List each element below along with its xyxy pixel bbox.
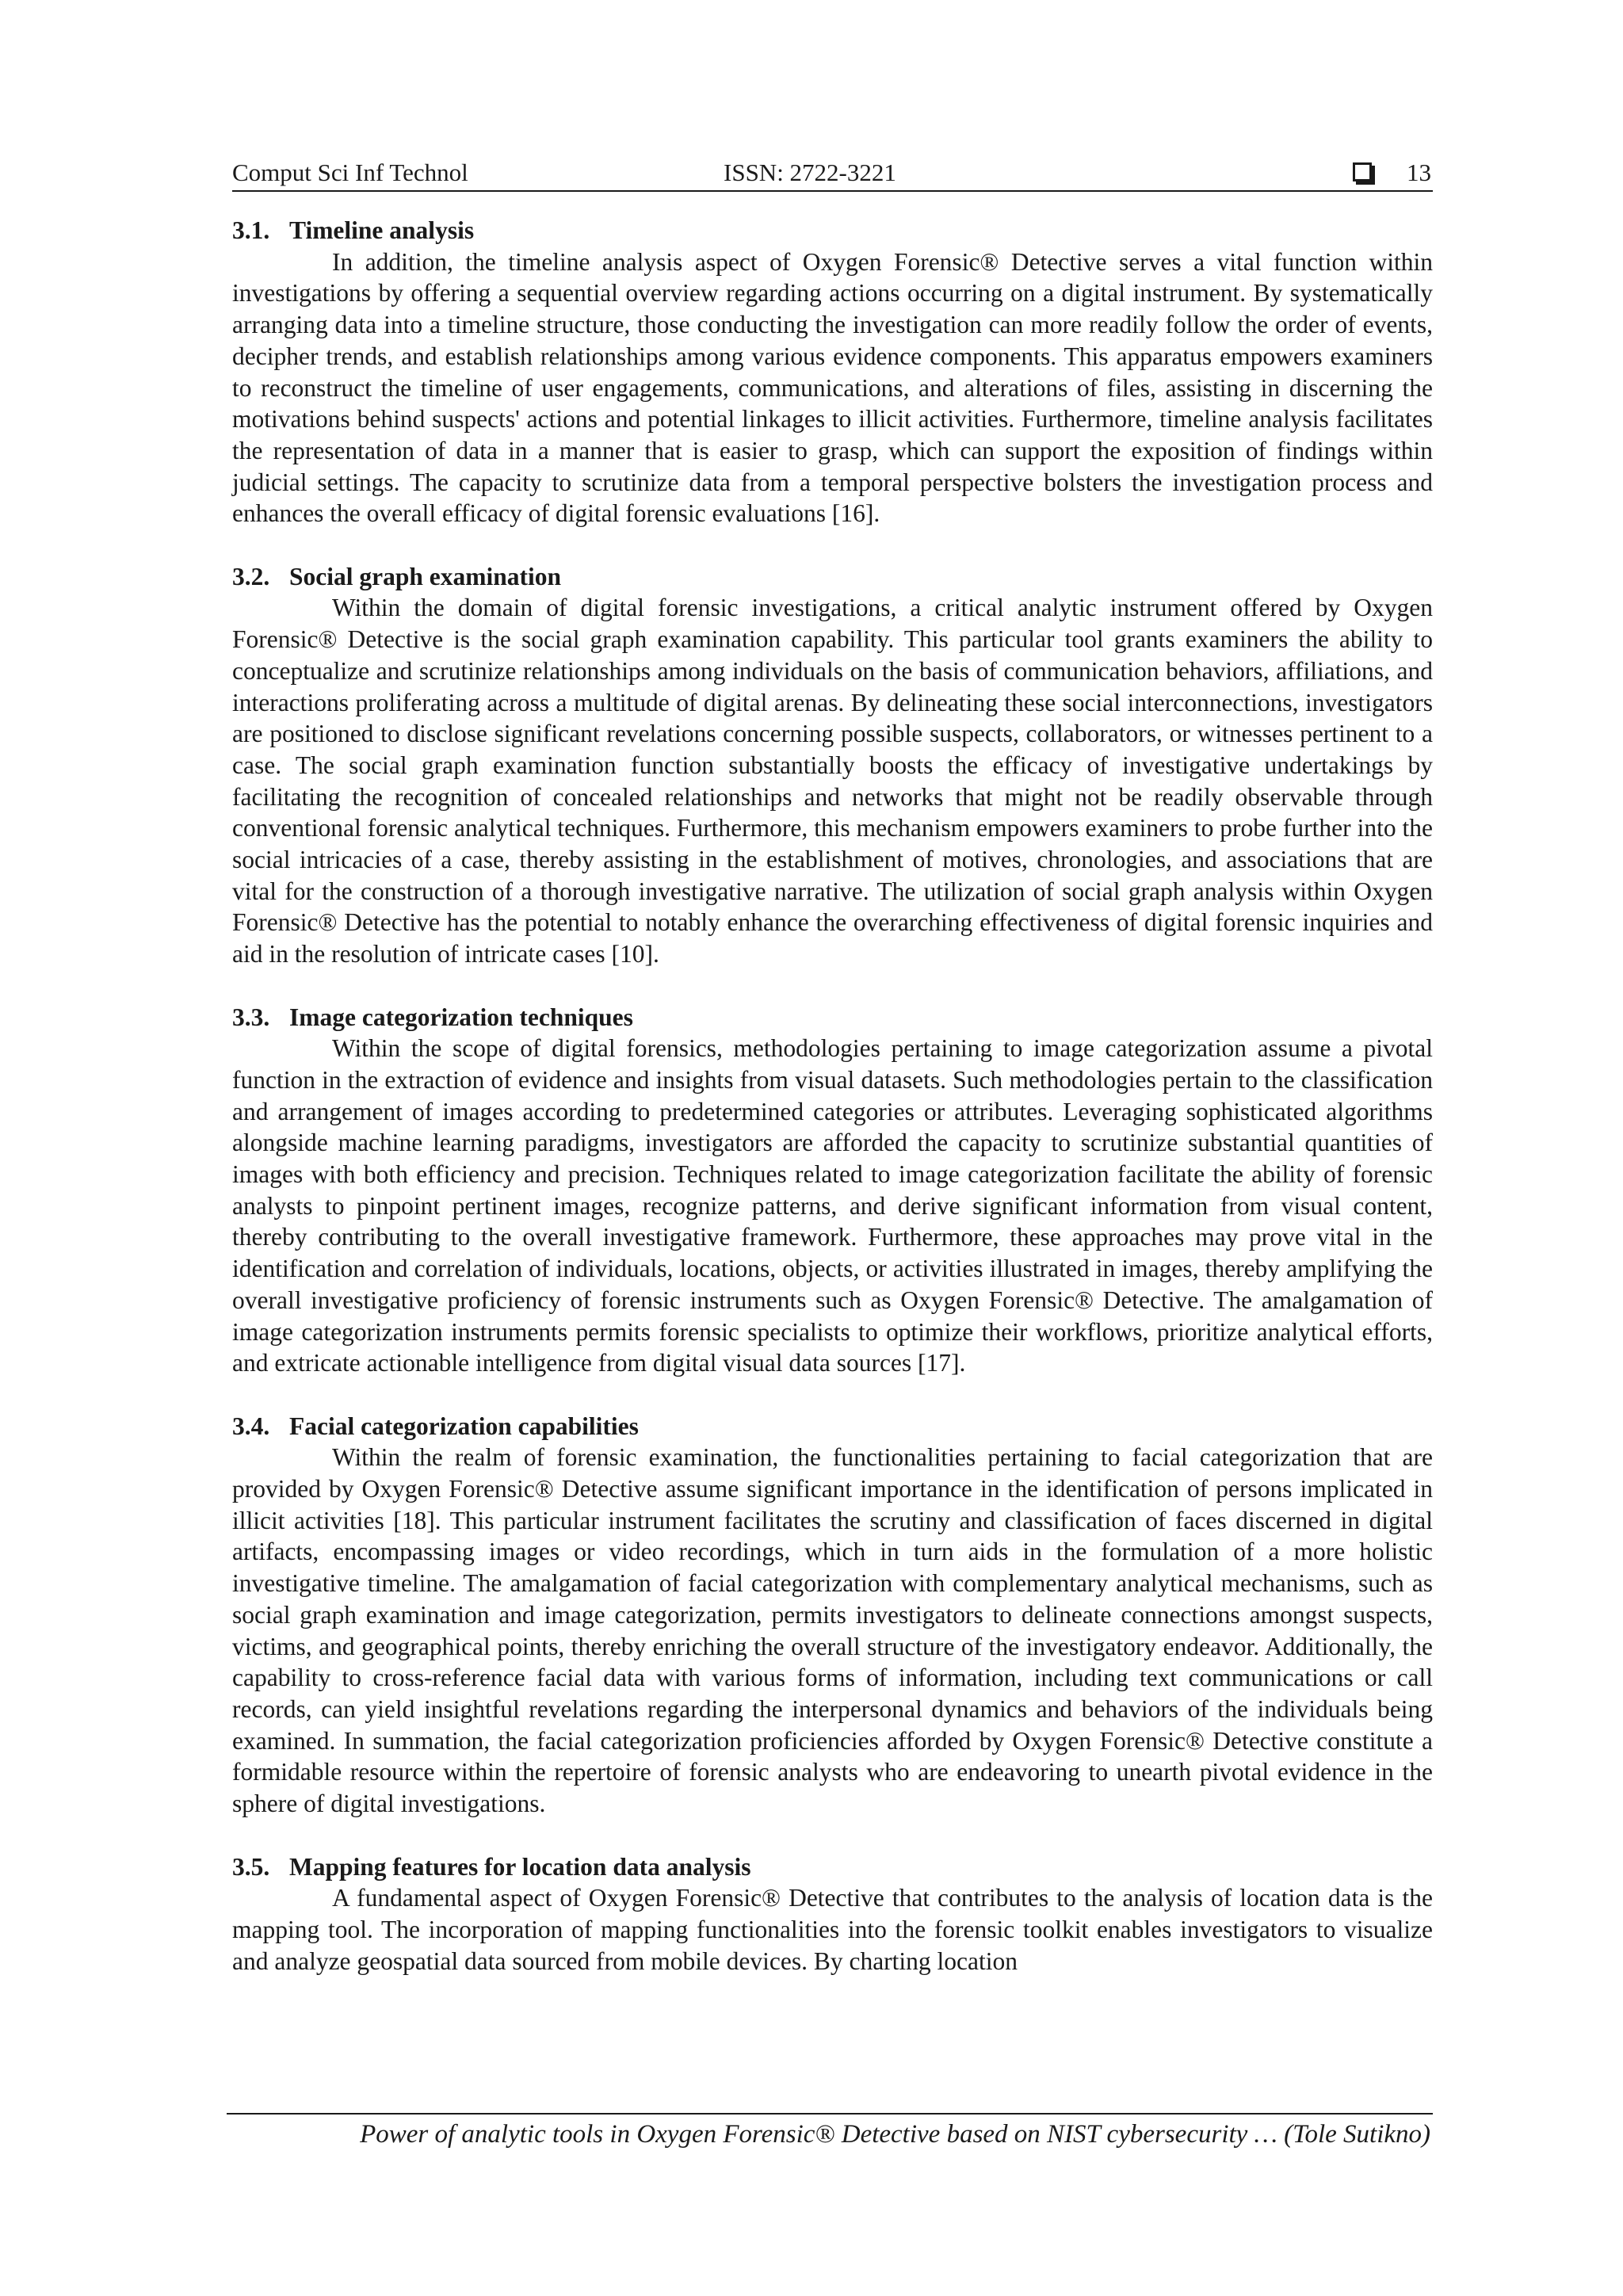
section-number: 3.2. bbox=[232, 562, 270, 590]
section-number: 3.5. bbox=[232, 1852, 270, 1881]
section-title: Timeline analysis bbox=[289, 216, 475, 244]
section-mapping-features bbox=[232, 1851, 1433, 1977]
issn-label: ISSN: 2722-3221 bbox=[724, 159, 896, 186]
section-paragraph: Within the domain of digital forensic investigations, a critical analytic instrument offered by Oxygen Forensic® Detective is the social graph examination capability. This particular tool grants examiners the ability to conceptualize and scrutinize relationships among individuals on the basis of communication behaviors, affiliations, and interactions proliferating across a multitude of digital arenas. By delineating these social interconnections, investigators are positioned to disclose significant revelations concerning possible suspects, collaborators, or witnesses pertinent to a case. The social graph examination function substantially boosts the efficacy of investigative undertakings by facilitating the recognition of concealed relationships and networks that might not be readily observable through conventional forensic analytical techniques. Furthermore, this mechanism empowers examiners to probe further into the social intricacies of a case, thereby assisting in the establishment of motives, chronologies, and associations that are vital for the construction of a thorough investigative narrative. The utilization of social graph analysis within Oxygen Forensic® Detective has the potential to notably enhance the overarching effectiveness of digital forensic inquiries and aid in the resolution of intricate cases [10]. bbox=[232, 594, 1433, 968]
section-title: Facial categorization capabilities bbox=[289, 1412, 639, 1440]
section-title: Mapping features for location data analysis bbox=[289, 1852, 751, 1881]
footer-divider bbox=[227, 2113, 1433, 2115]
section-number: 3.3. bbox=[232, 1003, 270, 1031]
section-image-categorization bbox=[232, 1002, 1433, 1379]
journal-name: Comput Sci Inf Technol bbox=[232, 159, 468, 186]
section-heading bbox=[232, 1411, 1433, 1442]
section-heading bbox=[232, 561, 1433, 593]
section-heading bbox=[232, 1851, 1433, 1883]
section-facial-categorization bbox=[232, 1411, 1433, 1820]
section-title: Social graph examination bbox=[289, 562, 562, 590]
section-paragraph: In addition, the timeline analysis aspect of Oxygen Forensic® Detective serves a vital function within investigations by offering a sequential overview regarding actions occurring on a digital instrument. By systematically arranging data into a timeline structure, those conducting the investigation can more readily follow the order of events, decipher trends, and establish relationships among various evidence components. This apparatus empowers examiners to reconstruct the timeline of user engagements, communications, and alterations of files, assisting in discerning the motivations behind suspects' actions and potential linkages to illicit activities. Furthermore, timeline analysis facilitates the representation of data in a manner that is easier to grasp, which can support the exposition of findings within judicial settings. The capacity to scrutinize data from a temporal perspective bolsters the investigation process and enhances the overall efficacy of digital forensic evaluations [16]. bbox=[232, 247, 1433, 528]
square-box-icon bbox=[1353, 162, 1372, 181]
section-heading bbox=[232, 1002, 1433, 1033]
section-paragraph: Within the realm of forensic examination, the functionalities pertaining to facial categorization that are provided by Oxygen Forensic® Detective assume significant importance in the identification of persons implicated in illicit activities [18]. This particular instrument facilitates the scrutiny and classification of faces discerned in digital artifacts, encompassing images or video recordings, which in turn aids in the formulation of a more holistic investigative timeline. The amalgamation of facial categorization with complementary analytical mechanisms, such as social graph examination and image categorization, permits investigators to delineate connections amongst suspects, victims, and geographical points, thereby enriching the overall structure of the investigatory endeavor. Additionally, the capability to cross-reference facial data with various forms of information, including text communications or call records, can yield insightful revelations regarding the interpersonal dynamics and behaviors of the individuals being examined. In summation, the facial categorization proficiencies afforded by Oxygen Forensic® Detective constitute a formidable resource within the repertoire of forensic analysts who are endeavoring to unearth pivotal evidence in the sphere of digital investigations. bbox=[232, 1443, 1433, 1818]
section-paragraph: Within the scope of digital forensics, methodologies pertaining to image categorization assume a pivotal function in the extraction of evidence and insights from visual datasets. Such methodologies pertain to the classification and arrangement of images according to predetermined categories or attributes. Leveraging sophisticated algorithms alongside machine learning paradigms, investigators are afforded the capacity to scrutinize substantial quantities of images with both efficiency and precision. Techniques related to image categorization facilitate the ability of forensic analysts to pinpoint pertinent images, recognize patterns, and derive significant information from visual content, thereby contributing to the overall investigative framework. Furthermore, these approaches may prove vital in the identification and correlation of individuals, locations, objects, or activities illustrated in images, thereby amplifying the overall investigative proficiency of forensic instruments such as Oxygen Forensic® Detective. The amalgamation of image categorization instruments permits forensic specialists to optimize their workflows, prioritize analytical efforts, and extricate actionable intelligence from digital visual data sources [17]. bbox=[232, 1034, 1433, 1377]
page-header bbox=[232, 155, 1433, 190]
section-paragraph: A fundamental aspect of Oxygen Forensic® Detective that contributes to the analysis of location data is the mapping tool. The incorporation of mapping functionalities into the forensic toolkit enables investigators to visualize and analyze geospatial data sourced from mobile devices. By charting location bbox=[232, 1884, 1433, 1975]
section-title: Image categorization techniques bbox=[289, 1003, 633, 1031]
header-divider bbox=[232, 190, 1433, 192]
section-social-graph-examination bbox=[232, 561, 1433, 970]
section-number: 3.1. bbox=[232, 216, 270, 244]
section-heading bbox=[232, 215, 1433, 246]
running-footer: Power of analytic tools in Oxygen Forensic® Detective based on NIST cybersecurity … (Tole Sutikno) bbox=[360, 2120, 1430, 2149]
section-timeline-analysis bbox=[232, 215, 1433, 529]
article-body bbox=[232, 215, 1433, 2008]
page-number: 13 bbox=[1407, 159, 1431, 186]
section-number: 3.4. bbox=[232, 1412, 270, 1440]
